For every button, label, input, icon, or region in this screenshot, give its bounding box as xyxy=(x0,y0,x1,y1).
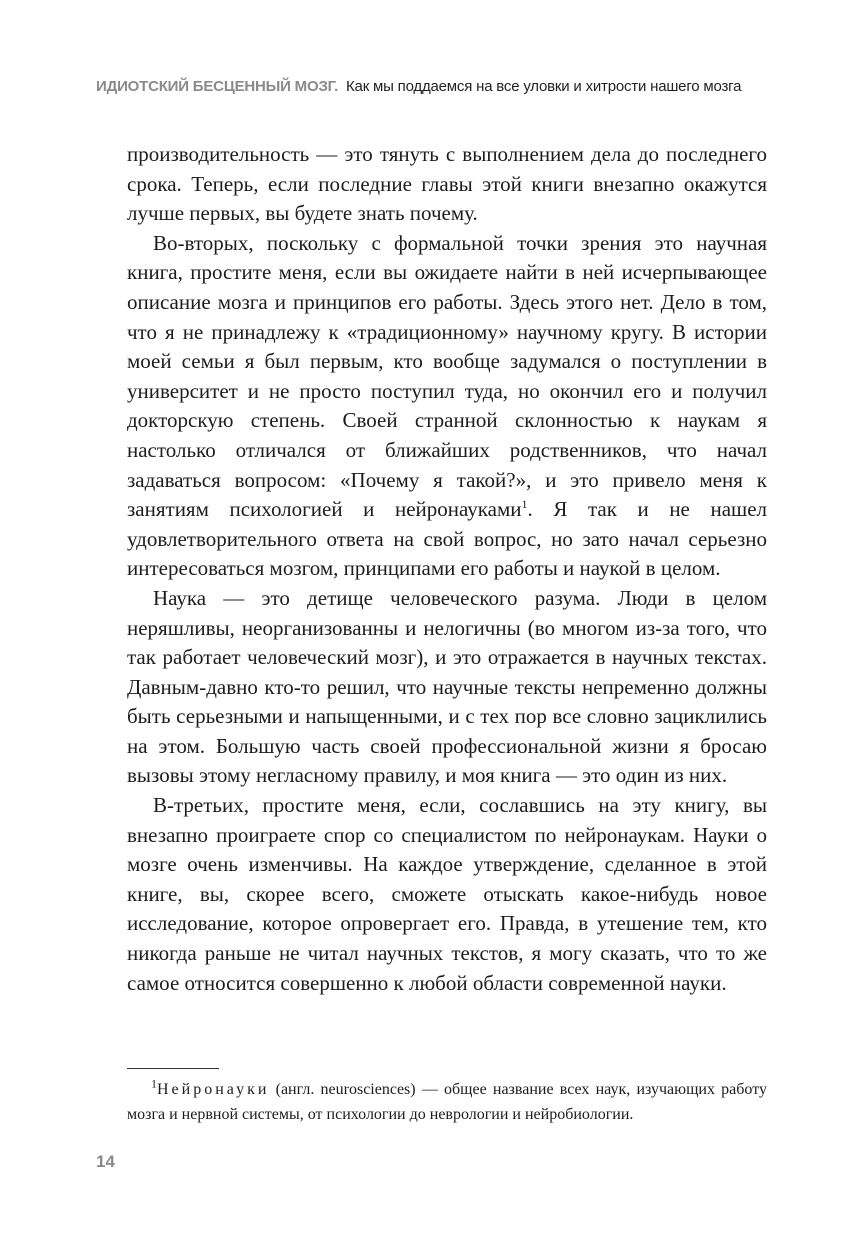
paragraph-2-text: Во-вторых, поскольку с формальной точки зрения это научная книга, простите меня, если вы ожидаете найти в ней исчерпывающее описание мозга и принципов его работы. Здесь этого нет. Дело в том, что я не принадлежу к «традиционному» научному кругу. В истории моей семьи я был первым, кто вообще задумался о поступлении в университет и не просто поступил туда, но окончил его и получил докторскую степень. Своей странной склонностью к наукам я настолько отличался от ближайших родственников, что начал задаваться вопросом: «Почему я такой?», и это привело меня к занятиям психологией и нейронауками xyxy=(127,230,767,522)
paragraph-2-continuation: . Я так и не нашел удовлетворительного ответа на свой вопрос, но зато начал серьезно интересоваться мозгом, принципами его работы и наукой в целом. xyxy=(127,497,767,581)
footnote-marker: 1 xyxy=(151,1076,157,1091)
footnote-term: Нейронауки xyxy=(157,1081,270,1098)
paragraph-1: производительность — это тянуть с выполнением дела до последнего срока. Теперь, если последние главы этой книги внезапно окажутся лучше первых, вы будете знать почему. xyxy=(127,142,767,226)
footnote-reference: 1 xyxy=(521,497,528,512)
book-title: ИДИОТСКИЙ БЕСЦЕННЫЙ МОЗГ. xyxy=(96,78,339,95)
paragraph-3: Наука — это детище человеческого разума. Люди в целом неряшливы, неорганизованны и нелогичны (во многом из-за того, что так работает человеческий мозг), и это отражается в научных текстах. Давным-давно кто-то решил, что научные тексты непременно должны быть серьезными и напыщенными, и с тех пор все словно зациклились на этом. Большую часть своей профессиональной жизни я бросаю вызовы этому негласному правилу, и моя книга — это один из них. xyxy=(127,585,767,788)
main-text xyxy=(127,140,767,998)
paragraph-2 xyxy=(127,229,767,584)
book-subtitle: Как мы поддаемся на все уловки и хитрости нашего мозга xyxy=(346,78,742,95)
page-number: 14 xyxy=(96,1152,115,1171)
footnote-divider xyxy=(127,1068,219,1069)
footnote xyxy=(127,1077,767,1127)
footnote-text: (англ. neurosciences) — общее название всех наук, изучающих работу мозга и нервной системы, от психологии до неврологии и нейробиологии. xyxy=(127,1081,767,1123)
paragraph-4: В-третьих, простите меня, если, сославшись на эту книгу, вы внезапно проиграете спор со специалистом по нейронаукам. Науки о мозге очень изменчивы. На каждое утверждение, сделанное в этой книге, вы, скорее всего, сможете отыскать какое-нибудь новое исследование, которое опровергает его. Правда, в утешение тем, кто никогда раньше не читал научных текстов, я могу сказать, что то же самое относится совершенно к любой области современной науки. xyxy=(127,793,767,995)
running-header xyxy=(96,78,756,95)
